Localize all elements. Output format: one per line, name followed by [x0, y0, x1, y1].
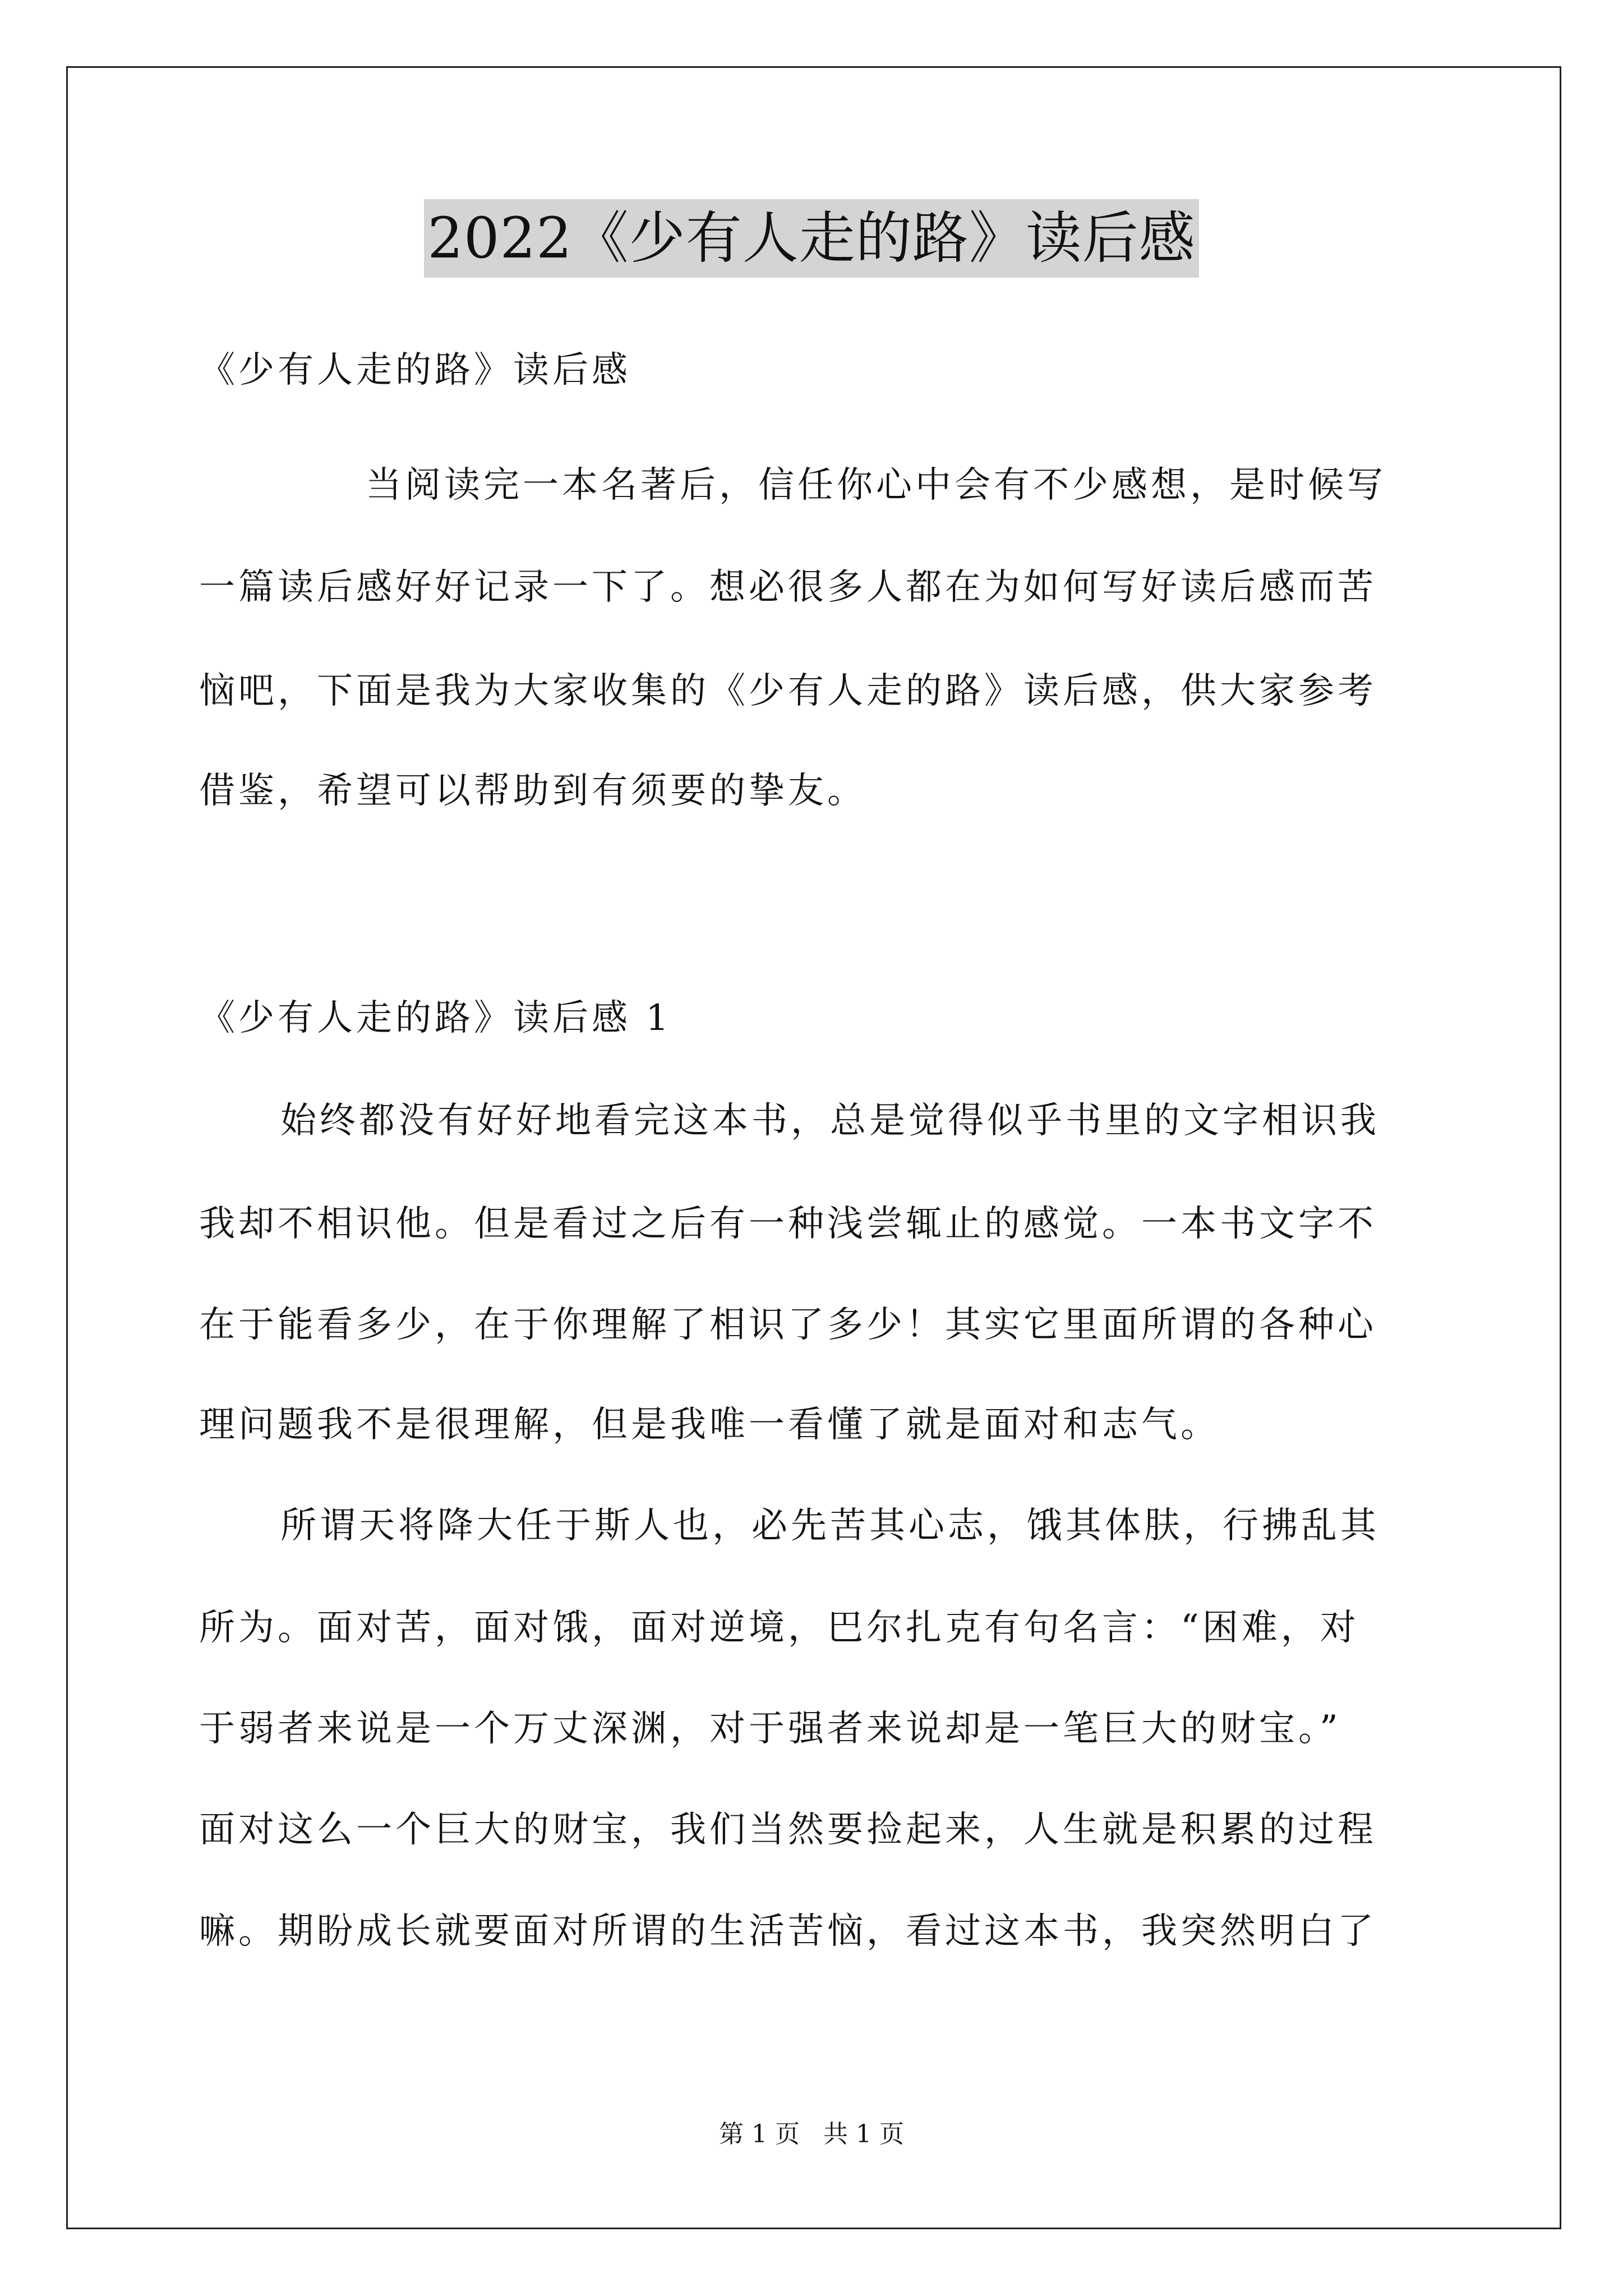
paragraph2-line-4: 面对这么一个巨大的财宝，我们当然要捡起来，人生就是积累的过程 [199, 1809, 1377, 1851]
paragraph2-line-1: 所谓天将降大任于斯人也，必先苦其心志，饿其体肤，行拂乱其 [280, 1505, 1380, 1547]
paragraph2-line-2: 所为。面对苦，面对饿，面对逆境，巴尔扎克有句名言：“困难，对 [199, 1607, 1359, 1649]
intro-line-4: 借鉴，希望可以帮助到有须要的挚友。 [199, 770, 866, 812]
paragraph1-line-1: 始终都没有好好地看完这本书，总是觉得似乎书里的文字相识我 [280, 1100, 1380, 1142]
title-container [0, 199, 1623, 278]
section-heading: 《少有人走的路》读后感 1 [199, 997, 672, 1039]
paragraph1-line-3: 在于能看多少，在于你理解了相识了多少！其实它里面所谓的各种心 [199, 1304, 1377, 1346]
page-total: 共 1 页 [823, 2120, 904, 2148]
paragraph1-line-2: 我却不相识他。但是看过之后有一种浅尝辄止的感觉。一本书文字不 [199, 1203, 1377, 1245]
page-footer [0, 2118, 1623, 2151]
page-number: 第 1 页 [719, 2120, 800, 2148]
intro-line-2: 一篇读后感好好记录一下了。想必很多人都在为如何写好读后感而苦 [199, 567, 1377, 608]
paragraph1-line-4: 理问题我不是很理解，但是我唯一看懂了就是面对和志气。 [199, 1404, 1220, 1446]
intro-line-1: 当阅读完一本名著后，信任你心中会有不少感想，是时候写 [366, 464, 1386, 506]
document-title: 2022《少有人走的路》读后感 [424, 199, 1199, 278]
paragraph2-line-5: 嘛。期盼成长就要面对所谓的生活苦恼，看过这本书，我突然明白了 [199, 1911, 1377, 1952]
subtitle-line: 《少有人走的路》读后感 [199, 349, 631, 391]
paragraph2-line-3: 于弱者来说是一个万丈深渊，对于强者来说却是一笔巨大的财宝。” [199, 1708, 1341, 1750]
intro-line-3: 恼吧，下面是我为大家收集的《少有人走的路》读后感，供大家参考 [199, 670, 1377, 712]
